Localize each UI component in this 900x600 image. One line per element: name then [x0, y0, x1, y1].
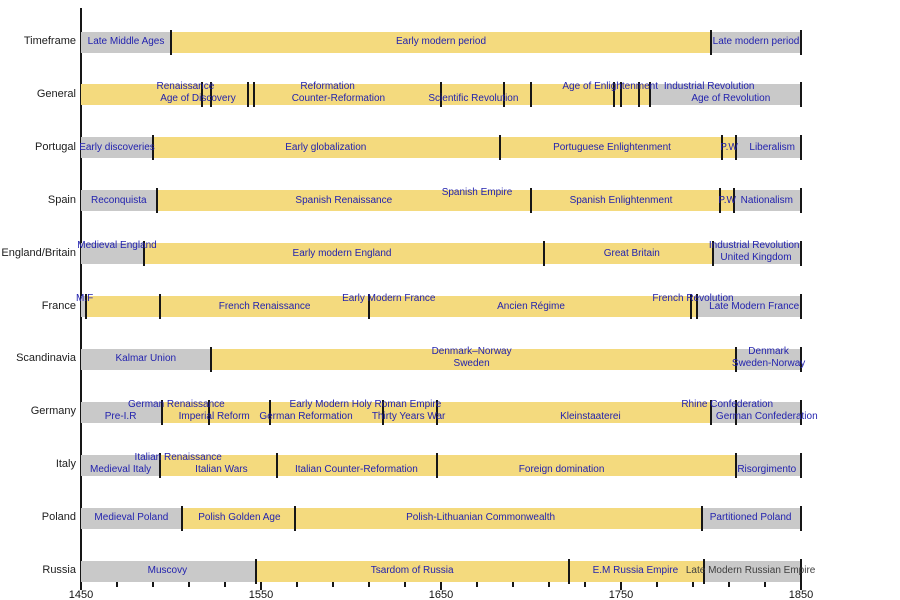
period-label: Late Modern France — [709, 300, 800, 312]
row-label: France — [41, 299, 76, 312]
period-label: Kalmar Union — [115, 353, 177, 365]
segment-divider — [800, 506, 802, 531]
axis-minor-tick — [224, 582, 225, 587]
period-label: Partitioned Poland — [709, 512, 792, 524]
period-label: French Renaissance — [218, 300, 311, 312]
segment-divider — [499, 135, 501, 160]
period-label: Tsardom of Russia — [370, 565, 454, 576]
segment-divider — [181, 506, 183, 531]
period-label: Denmark–Norway — [431, 345, 512, 357]
period-label: Liberalism — [749, 141, 795, 153]
period-label: Early Modern Holy Roman Empire — [289, 398, 442, 410]
row-label: Scandinavia — [16, 352, 76, 365]
axis-minor-tick — [656, 582, 657, 587]
row-label: Germany — [30, 405, 76, 418]
period-label: Ancien Régime — [497, 300, 565, 312]
period-label: Sweden — [453, 357, 490, 369]
period-label: Medieval Italy — [90, 463, 152, 475]
row-label: Timeframe — [23, 35, 76, 47]
segment-divider — [247, 82, 249, 107]
period-label: Italian Renaissance — [134, 451, 222, 463]
axis-tick-label: 1450 — [68, 588, 94, 600]
segment-divider — [800, 241, 802, 266]
period-label: Age of Discovery — [160, 93, 236, 105]
segment-divider — [436, 453, 438, 478]
axis-tick-label: 1850 — [788, 588, 814, 600]
period-label: Great Britain — [603, 247, 660, 259]
segment-divider — [156, 188, 158, 213]
period-label: Late Middle Ages — [87, 36, 165, 47]
axis-minor-tick — [332, 582, 333, 587]
period-label: German Reformation — [259, 410, 353, 422]
axis-minor-tick — [152, 582, 153, 587]
segment-divider — [568, 559, 570, 584]
period-label: French Revolution — [652, 293, 734, 304]
period-label: Renaissance — [156, 81, 215, 93]
period-label: Rhine Confederation — [681, 398, 774, 410]
segment-divider — [253, 82, 255, 107]
period-label: Late Modern Russian Empire — [685, 565, 816, 576]
row-label: England/Britain — [1, 246, 76, 259]
row-label: Poland — [41, 511, 76, 524]
axis-minor-tick — [404, 582, 405, 587]
axis-minor-tick — [296, 582, 297, 587]
period-label: Kleinstaaterei — [560, 410, 621, 422]
segment-divider — [800, 188, 802, 213]
period-label: Reconquista — [91, 194, 147, 206]
period-label: Early discoveries — [79, 141, 155, 153]
segment-divider — [701, 506, 703, 531]
period-label: Scientific Revolution — [428, 93, 519, 105]
period-label: Nationalism — [740, 194, 793, 206]
axis-tick-label: 1650 — [428, 588, 454, 600]
segment-divider — [800, 82, 802, 107]
period-label: Pre-I.R — [104, 410, 137, 422]
axis-minor-tick — [368, 582, 369, 587]
period-label: P.W — [718, 194, 736, 206]
period-label: Spanish Renaissance — [295, 194, 393, 206]
row-label: General — [36, 87, 76, 100]
axis-tick-label: 1750 — [608, 588, 634, 600]
row-label: Spain — [47, 193, 76, 206]
segment-divider — [530, 188, 532, 213]
axis-minor-tick — [764, 582, 765, 587]
period-label: Polish-Lithuanian Commonwealth — [406, 512, 556, 524]
segment-divider — [800, 30, 802, 55]
period-label: Early Modern France — [342, 293, 436, 304]
period-label: German Confederation — [715, 410, 818, 422]
period-label: Spanish Empire — [441, 187, 513, 199]
period-label: Foreign domination — [518, 463, 605, 475]
period-label: Medieval England — [77, 240, 157, 252]
segment-divider — [800, 453, 802, 478]
period-label: Spanish Enlightenment — [569, 194, 673, 206]
axis-minor-tick — [116, 582, 117, 587]
period-label: M.F — [75, 293, 94, 304]
period-label: E.M Russia Empire — [592, 565, 679, 576]
period-label: Late modern period — [712, 36, 800, 47]
axis-minor-tick — [548, 582, 549, 587]
period-label: Risorgimento — [737, 463, 797, 475]
axis-tick-label: 1550 — [248, 588, 274, 600]
segment-divider — [210, 347, 212, 372]
period-label: Italian Counter-Reformation — [294, 463, 418, 475]
axis-minor-tick — [728, 582, 729, 587]
period-label: Portuguese Enlightenment — [553, 141, 671, 153]
period-label: Medieval Poland — [94, 512, 169, 524]
period-label: P.W — [720, 141, 738, 153]
axis-minor-tick — [692, 582, 693, 587]
period-label: Age of Revolution — [691, 93, 771, 105]
period-label: Denmark — [748, 345, 789, 357]
period-label: United Kingdom — [720, 252, 792, 264]
segment-divider — [294, 506, 296, 531]
period-label: Muscovy — [147, 565, 188, 576]
period-label: Counter-Reformation — [291, 93, 386, 105]
period-label: Sweden-Norway — [731, 357, 806, 369]
period-label: German Renaissance — [128, 398, 225, 410]
period-label: Imperial Reform — [178, 410, 250, 422]
period-label: Polish Golden Age — [198, 512, 281, 524]
period-label: Industrial Revolution — [708, 240, 800, 252]
segment-divider — [543, 241, 545, 266]
segment-divider — [530, 82, 532, 107]
axis-minor-tick — [512, 582, 513, 587]
period-label: Industrial Revolution — [663, 81, 755, 93]
period-label: Early modern period — [395, 36, 487, 47]
segment-divider — [800, 294, 802, 319]
period-label: Early globalization — [285, 141, 367, 153]
period-label: Age of Enlightenment — [562, 81, 658, 93]
segment-divider — [255, 559, 257, 584]
row-label: Portugal — [35, 140, 76, 153]
axis-minor-tick — [188, 582, 189, 587]
row-label: Italy — [55, 458, 76, 471]
row-label: Russia — [42, 564, 76, 576]
period-label: Reformation — [300, 81, 355, 93]
timeline-segment — [86, 296, 160, 317]
segment-divider — [276, 453, 278, 478]
period-label: Early modern England — [292, 247, 392, 259]
period-label: Thirty Years War — [371, 410, 446, 422]
segment-divider — [170, 30, 172, 55]
period-label: Italian Wars — [195, 463, 248, 475]
axis-minor-tick — [584, 582, 585, 587]
segment-divider — [800, 135, 802, 160]
axis-minor-tick — [476, 582, 477, 587]
segment-divider — [159, 294, 161, 319]
